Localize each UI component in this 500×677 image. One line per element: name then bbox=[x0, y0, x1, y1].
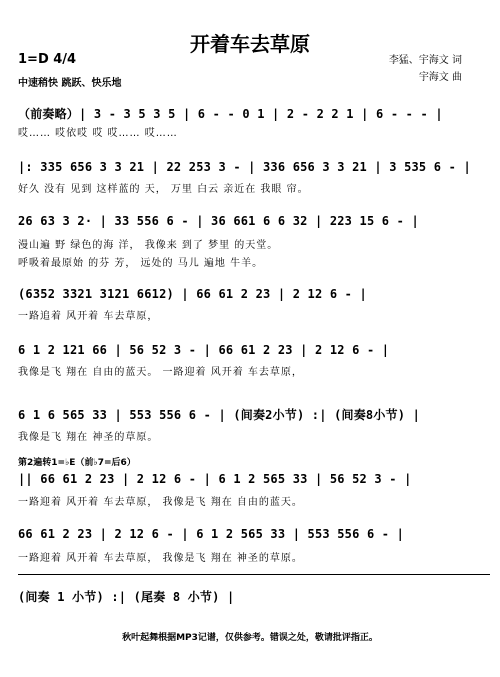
notation-row-5: 6 1 2 121 66 | 56 52 3 - | 66 61 2 23 | 2 12 6 - | bbox=[18, 343, 390, 357]
lyric-row-3a: 漫山遍 野 绿色的海 洋， 我像来 到了 梦里 的天堂。 bbox=[18, 240, 279, 251]
lyric-row-6: 我像是飞 翔在 神圣的草原。 bbox=[18, 432, 159, 443]
lyric-row-8: 一路迎着 风开着 车去草原， 我像是飞 翔在 神圣的草原。 bbox=[18, 553, 303, 564]
lyric-row-3b: 呼吸着最原始 的芬 芳， 远处的 马儿 遍地 牛羊。 bbox=[18, 258, 264, 269]
notation-row-2: |: 335 656 3 3 21 | 22 253 3 - | 336 656 3 3 21 | 3 535 6 - | bbox=[18, 160, 471, 174]
notation-row-7: || 66 61 2 23 | 2 12 6 - | 6 1 2 565 33 | 56 52 3 - | bbox=[18, 472, 412, 486]
key-signature: 1=D 4/4 bbox=[18, 52, 77, 67]
lyric-row-4: 一路追着 风开着 车去草原， bbox=[18, 311, 159, 322]
song-title: 开着车去草原 bbox=[190, 32, 310, 56]
notation-row-3: 26 63 3 2· | 33 556 6 - | 36 661 6 6 32 | 223 15 6 - | bbox=[18, 214, 419, 228]
lyric-row-5: 我像是飞 翔在 自由的蓝天。 一路迎着 风开着 车去草原， bbox=[18, 367, 303, 378]
notation-row-4: (6352 3321 3121 6612) | 66 61 2 23 | 2 12 6 - | bbox=[18, 287, 367, 301]
lyric-row-1: 哎…… 哎依哎 哎 哎…… 哎…… bbox=[18, 128, 178, 139]
footer-note: 秋叶起舞根据MP3记谱，仅供参考。错误之处，敬请批评指正。 bbox=[122, 633, 378, 643]
notation-row-9: (间奏 1 小节) :| (尾奏 8 小节) | bbox=[18, 590, 235, 604]
lyric-row-7: 一路迎着 风开着 车去草原， 我像是飞 翔在 自由的蓝天。 bbox=[18, 497, 303, 508]
notation-row-1: （前奏略）| 3 - 3 5 3 5 | 6 - - 0 1 | 2 - 2 2 1 | 6 - - - | bbox=[18, 107, 443, 121]
lyric-row-2: 好久 没有 见到 这样蓝的 天， 万里 白云 亲近在 我眼 帘。 bbox=[18, 184, 309, 195]
lyricist-credit: 李猛、宇海文 词 bbox=[388, 55, 462, 66]
volta-bracket-line bbox=[18, 574, 490, 575]
notation-row-8: 66 61 2 23 | 2 12 6 - | 6 1 2 565 33 | 553 556 6 - | bbox=[18, 527, 405, 541]
tempo-marking: 中速稍快 跳跃、快乐地 bbox=[18, 78, 122, 89]
credits bbox=[389, 52, 462, 86]
composer-credit: 宇海文 曲 bbox=[418, 72, 462, 83]
notation-row-6: 6 1 6 565 33 | 553 556 6 - | (间奏2小节) :| (间奏8小节) | bbox=[18, 408, 421, 422]
modulation-note: 第2遍转1=♭E（前♭7=后6） bbox=[18, 458, 136, 468]
